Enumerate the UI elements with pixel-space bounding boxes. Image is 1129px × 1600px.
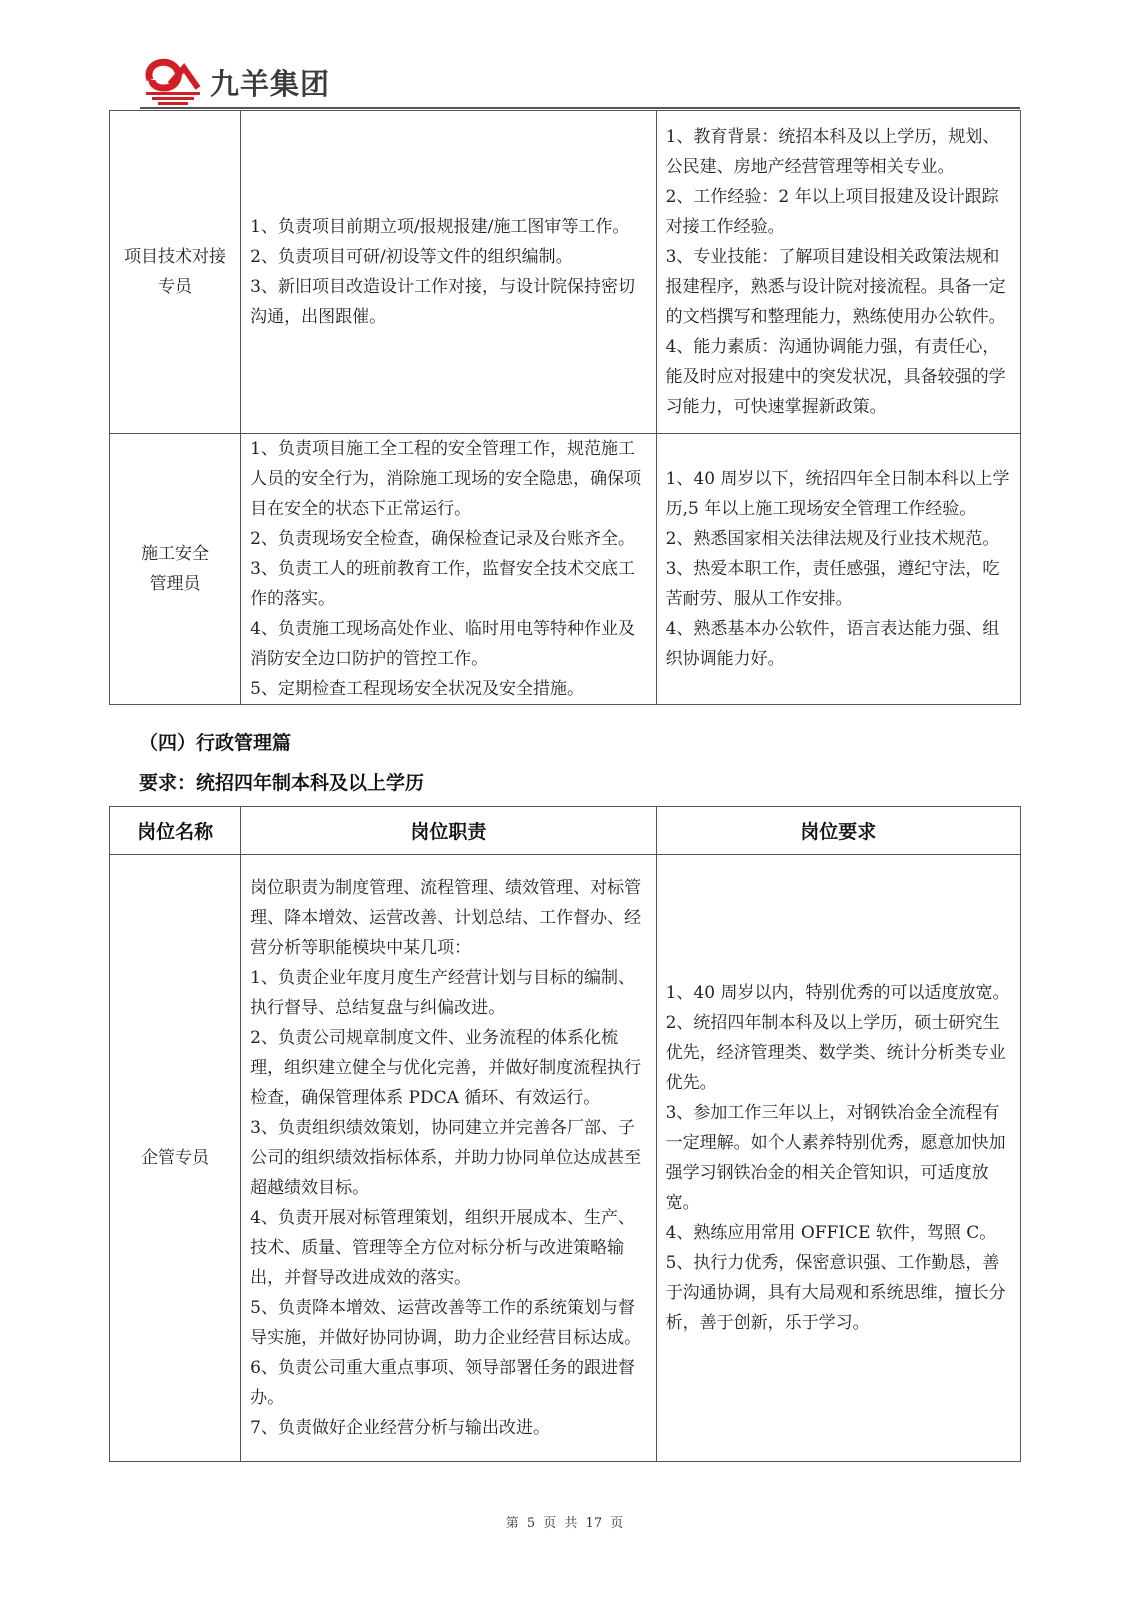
page-number: 第 5 页 共 17 页 — [505, 1516, 624, 1531]
section-title: （四）行政管理篇 — [139, 732, 292, 754]
header-post-name: 岗位名称 — [110, 807, 241, 855]
header-duties: 岗位职责 — [241, 807, 656, 855]
table-row — [110, 855, 1021, 1462]
header-divider — [140, 107, 1020, 109]
post-name-cell: 施工安全 管理员 — [110, 434, 241, 705]
brand-name: 九羊集团 — [210, 67, 331, 101]
table-row — [110, 434, 1021, 705]
header-requirements: 岗位要求 — [656, 807, 1020, 855]
company-logo-icon — [140, 54, 204, 106]
duties-cell: 岗位职责为制度管理、流程管理、绩效管理、对标管理、降本增效、运营改善、计划总结、工作督办、经营分析等职能模块中某几项： 1、负责企业年度月度生产经营计划与目标的编制、执行督导、总结复盘与纠偏改进。 2、负责公司规章制度文件、业务流程的体系化梳理，组织建立健全与优化完善，并做好制度流程执行检查，确保管理体系 PDCA 循环、有效运行。 3、负责组织绩效策划，协同建立并完善各厂部、子公司的组织绩效指标体系，并助力协同单位达成甚至超越绩效目标。 4、负责开展对标管理策划，组织开展成本、生产、技术、质量、管理等全方位对标分析与改进策略输出，并督导改进成效的落实。 5、负责降本增效、运营改善等工作的系统策划与督导实施，并做好协同协调，助力企业经营目标达成。 6、负责公司重大重点事项、领导部署任务的跟进督办。 7、负责做好企业经营分析与输出改进。 — [241, 855, 656, 1462]
admin-positions-table — [109, 806, 1021, 1462]
requirements-cell: 1、40 周岁以内，特别优秀的可以适度放宽。 2、统招四年制本科及以上学历，硕士研究生优先，经济管理类、数学类、统计分析类专业优先。 3、参加工作三年以上，对钢铁冶金全流程有一定理解。如个人素养特别优秀，愿意加快加强学习钢铁冶金的相关企管知识，可适度放宽。 4、熟练应用常用 OFFICE 软件，驾照 C。 5、执行力优秀，保密意识强、工作勤恳，善于沟通协调，具有大局观和系统思维，擅长分析，善于创新，乐于学习。 — [656, 855, 1020, 1462]
table-header-row — [110, 807, 1021, 855]
page-header — [140, 52, 1020, 110]
requirements-cell: 1、40 周岁以下，统招四年全日制本科以上学历,5 年以上施工现场安全管理工作经验。 2、熟悉国家相关法律法规及行业技术规范。 3、热爱本职工作，责任感强，遵纪守法，吃苦耐劳、服从工作安排。 4、熟悉基本办公软件，语言表达能力强、组织协调能力好。 — [656, 434, 1020, 705]
post-name-cell: 项目技术对接 专员 — [110, 111, 241, 434]
requirements-cell: 1、教育背景：统招本科及以上学历，规划、公民建、房地产经营管理等相关专业。 2、工作经验：2 年以上项目报建及设计跟踪对接工作经验。 3、专业技能：了解项目建设相关政策法规和报建程序，熟悉与设计院对接流程。具备一定的文档撰写和整理能力，熟练使用办公软件。 4、能力素质：沟通协调能力强，有责任心，能及时应对报建中的突发状况，具备较强的学习能力，可快速掌握新政策。 — [656, 111, 1020, 434]
post-name-cell: 企管专员 — [110, 855, 241, 1462]
section-requirement: 要求：统招四年制本科及以上学历 — [139, 772, 425, 794]
duties-cell: 1、负责项目施工全工程的安全管理工作，规范施工人员的安全行为，消除施工现场的安全隐患，确保项目在安全的状态下正常运行。 2、负责现场安全检查，确保检查记录及台账齐全。 3、负责工人的班前教育工作，监督安全技术交底工作的落实。 4、负责施工现场高处作业、临时用电等特种作业及消防安全边口防护的管控工作。 5、定期检查工程现场安全状况及安全措施。 — [241, 434, 656, 705]
positions-table-continued — [109, 110, 1021, 705]
duties-cell: 1、负责项目前期立项/报规报建/施工图审等工作。 2、负责项目可研/初设等文件的组织编制。 3、新旧项目改造设计工作对接，与设计院保持密切沟通，出图跟催。 — [241, 111, 656, 434]
table-row — [110, 111, 1021, 434]
